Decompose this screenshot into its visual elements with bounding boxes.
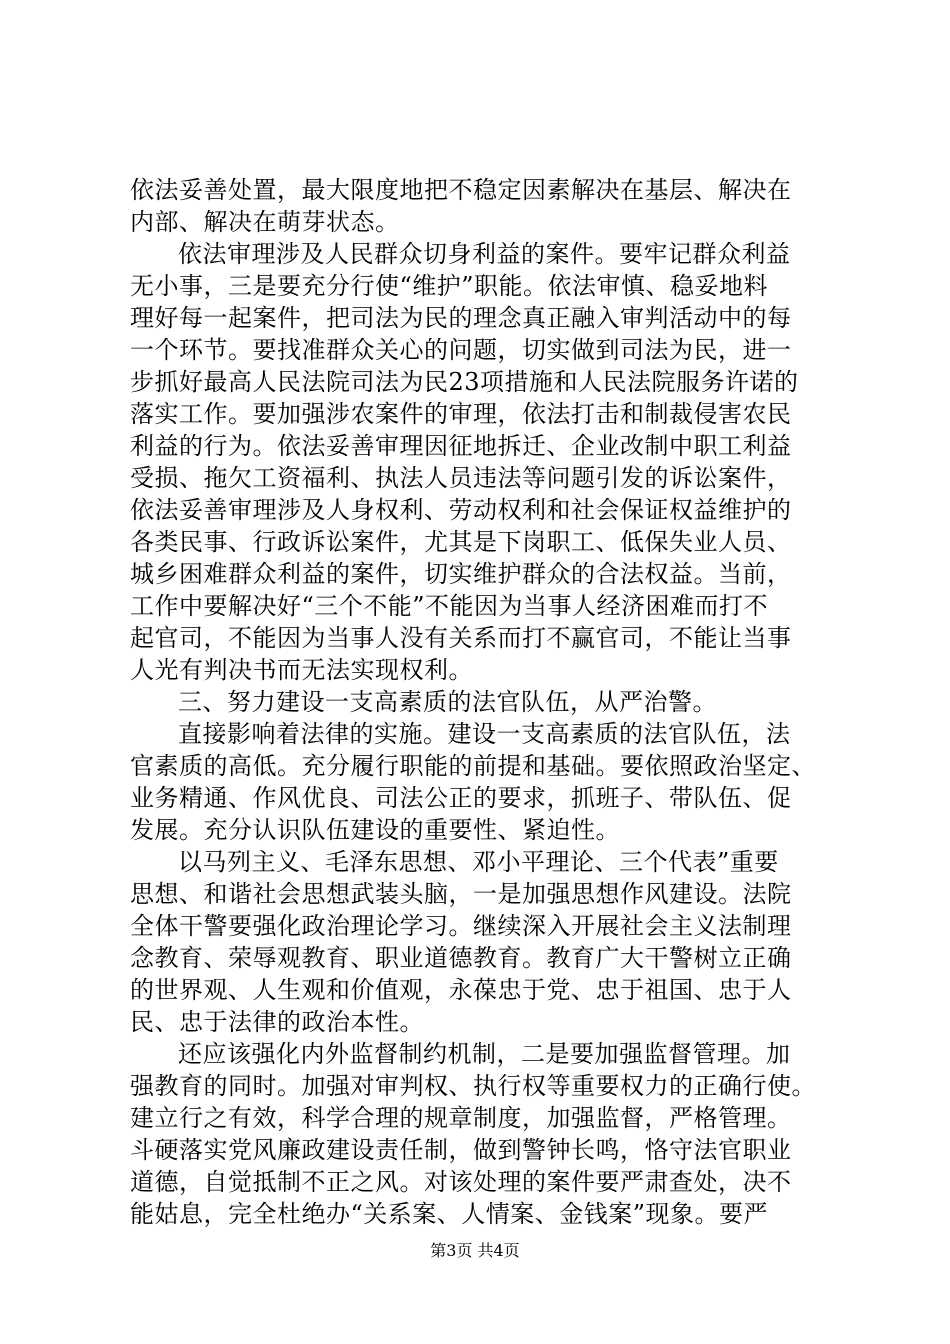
text-line: 三、努力建设一支高素质的法官队伍，从严治警。	[178, 688, 717, 716]
text-line: 发展。充分认识队伍建设的重要性、紧迫性。	[130, 816, 620, 844]
text-line: 起官司，不能因为当事人没有关系而打不赢官司，不能让当事	[130, 624, 792, 652]
text-line: 念教育、荣辱观教育、职业道德教育。教育广大干警树立正确	[130, 944, 792, 972]
text-line: 一个环节。要找准群众关心的问题，切实做到司法为民，进一	[130, 336, 792, 364]
document-body	[130, 174, 850, 1230]
text-line: 依法审理涉及人民群众切身利益的案件。要牢记群众利益	[178, 240, 791, 268]
text-line: 思想、和谐社会思想武装头脑，一是加强思想作风建设。法院	[130, 880, 792, 908]
text-line: 理好每一起案件，把司法为民的理念真正融入审判活动中的每	[130, 304, 792, 332]
text-line: 工作中要解决好“三个不能”不能因为当事人经济困难而打不	[130, 592, 769, 620]
text-line: 无小事，三是要充分行使“维护”职能。依法审慎、稳妥地料	[130, 272, 769, 300]
text-line: 能姑息，完全杜绝办“关系案、人情案、金钱案”现象。要严	[130, 1200, 769, 1228]
text-line: 建立行之有效，科学合理的规章制度，加强监督，严格管理。	[130, 1104, 792, 1132]
text-line: 各类民事、行政诉讼案件，尤其是下岗职工、低保失业人员、	[130, 528, 792, 556]
text-line: 以马列主义、毛泽东思想、邓小平理论、三个代表”重要	[178, 848, 779, 876]
text-line: 直接影响着法律的实施。建设一支高素质的法官队伍，法	[178, 720, 791, 748]
page-number-footer: 第3页 共4页	[430, 1241, 520, 1260]
text-line: 依法妥善审理涉及人身权利、劳动权利和社会保证权益维护的	[130, 496, 792, 524]
text-line: 的世界观、人生观和价值观，永葆忠于党、忠于祖国、忠于人	[130, 976, 792, 1004]
text-line: 还应该强化内外监督制约机制，二是要加强监督管理。加	[178, 1040, 791, 1068]
text-line: 城乡困难群众利益的案件，切实维护群众的合法权益。当前，	[130, 560, 792, 588]
text-line: 内部、解决在萌芽状态。	[130, 208, 400, 236]
text-line: 人光有判决书而无法实现权利。	[130, 656, 473, 684]
text-line: 道德，自觉抵制不正之风。对该处理的案件要严肃查处，决不	[130, 1168, 792, 1196]
text-line: 落实工作。要加强涉农案件的审理，依法打击和制裁侵害农民	[130, 400, 792, 428]
text-line: 民、忠于法律的政治本性。	[130, 1008, 424, 1036]
text-line: 强教育的同时。加强对审判权、执行权等重要权力的正确行使。	[130, 1072, 816, 1100]
text-line: 业务精通、作风优良、司法公正的要求，抓班子、带队伍、促	[130, 784, 792, 812]
text-line: 利益的行为。依法妥善审理因征地拆迁、企业改制中职工利益	[130, 432, 792, 460]
text-line: 受损、拖欠工资福利、执法人员违法等问题引发的诉讼案件，	[130, 464, 792, 492]
text-line: 斗硬落实党风廉政建设责任制，做到警钟长鸣，恪守法官职业	[130, 1136, 792, 1164]
text-line: 官素质的高低。充分履行职能的前提和基础。要依照政治坚定、	[130, 752, 816, 780]
text-line: 步抓好最高人民法院司法为民23项措施和人民法院服务许诺的	[130, 368, 799, 396]
text-line: 依法妥善处置，最大限度地把不稳定因素解决在基层、解决在	[130, 176, 792, 204]
text-line: 全体干警要强化政治理论学习。继续深入开展社会主义法制理	[130, 912, 792, 940]
